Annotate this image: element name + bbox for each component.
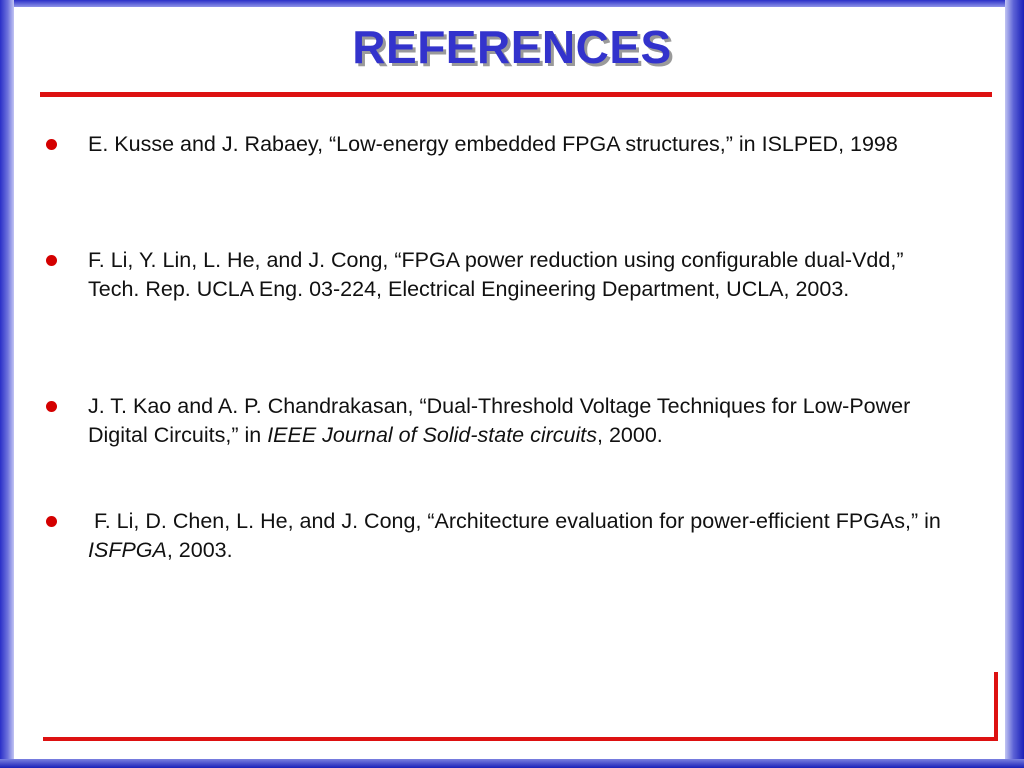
bullet-icon (46, 255, 57, 266)
reference-item (40, 130, 960, 159)
reference-venue: IEEE Journal of Solid-state circuits (267, 423, 598, 447)
bullet-icon (46, 516, 57, 527)
title-underline (40, 92, 992, 97)
reference-text: F. Li, Y. Lin, L. He, and J. Cong, “FPGA power reduction using configurable dual-Vdd,” Tech. Rep. UCLA Eng. 03-224, Electrical Engineering Department, UCLA, 2003. (88, 248, 904, 301)
bullet-icon (46, 139, 57, 150)
reference-year: , 2003. (166, 538, 233, 562)
bullet-icon (46, 401, 57, 412)
slide-title: REFERENCES (352, 21, 672, 73)
reference-authors-title: J. T. Kao and A. P. Chandrakasan, “Dual-Threshold Voltage Techniques for Low-Power Digital Circuits,” in (88, 394, 911, 447)
reference-item (40, 392, 960, 450)
reference-authors-title: F. Li, D. Chen, L. He, and J. Cong, “Architecture evaluation for power-efficient FPGAs,” in (88, 509, 947, 533)
reference-text (88, 392, 960, 450)
reference-year: , 2000. (597, 423, 663, 447)
frame-right-border (1005, 0, 1024, 768)
corner-rule-horizontal (43, 737, 998, 741)
reference-text (88, 507, 960, 565)
reference-item (40, 246, 960, 304)
frame-left-border (0, 0, 14, 768)
corner-rule-vertical (994, 672, 998, 741)
reference-text: E. Kusse and J. Rabaey, “Low-energy embedded FPGA structures,” in ISLPED, 1998 (88, 132, 898, 156)
frame-bottom-border (0, 759, 1024, 768)
reference-venue: ISFPGA (88, 538, 167, 562)
frame-top-border (0, 0, 1024, 7)
reference-item (40, 507, 960, 565)
